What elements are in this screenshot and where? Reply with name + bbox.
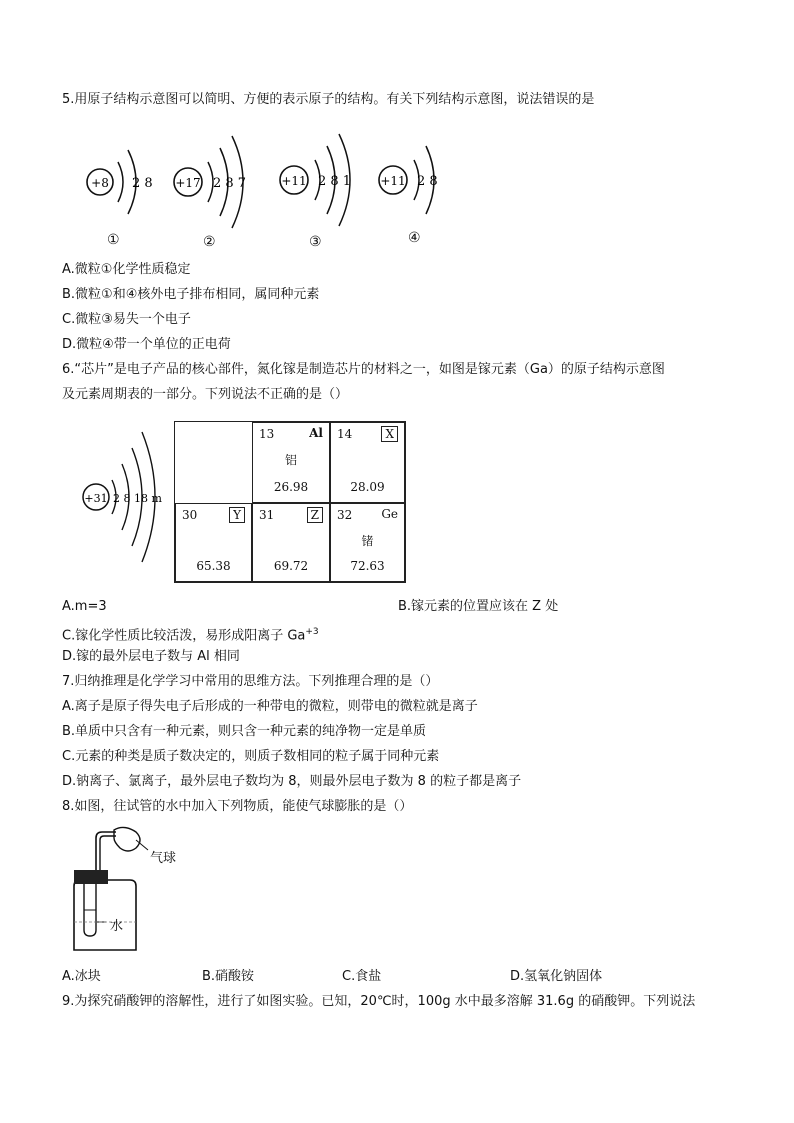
q8-option-c: C.食盐 bbox=[342, 969, 382, 984]
atom-2-shells: 2 8 7 bbox=[213, 176, 247, 191]
q8-option-a: A.冰块 bbox=[62, 969, 101, 984]
q8-option-d: D.氢氧化钠固体 bbox=[510, 969, 603, 984]
atom-diagram-4 bbox=[376, 128, 456, 228]
balloon-label: 气球 bbox=[150, 851, 177, 866]
q7-option-a: A.离子是原子得失电子后形成的一种带电的微粒，则带电的微粒就是离子 bbox=[62, 699, 478, 714]
q5-stem: 5.用原子结构示意图可以简明、方便的表示原子的结构。有关下列结构示意图，说法错误的是 bbox=[62, 92, 595, 107]
atom-3-label: ③ bbox=[309, 234, 322, 250]
atom-diagram-3 bbox=[277, 128, 367, 228]
q6-option-c-charge: +3 bbox=[305, 627, 319, 637]
cell-y-number: 30 bbox=[182, 508, 198, 522]
table-cell-ge bbox=[330, 503, 405, 582]
q5-option-d: D.微粒④带一个单位的正电荷 bbox=[62, 337, 231, 352]
q7-option-d: D.钠离子、氯离子，最外层电子数均为 8，则最外层电子数为 8 的粒子都是离子 bbox=[62, 774, 522, 789]
cell-z-mass: 69.72 bbox=[273, 559, 309, 573]
balloon-apparatus bbox=[64, 826, 204, 956]
q8-stem: 8.如图，往试管的水中加入下列物质，能使气球膨胀的是（） bbox=[62, 799, 413, 814]
q8-option-b: B.硝酸铵 bbox=[202, 969, 255, 984]
atom-4-label: ④ bbox=[408, 230, 421, 246]
cell-ge-mass: 72.63 bbox=[350, 559, 385, 573]
table-cell-z bbox=[252, 503, 330, 582]
cell-z-number: 31 bbox=[259, 508, 275, 522]
q5-option-b: B.微粒①和④核外电子排布相同，属同种元素 bbox=[62, 287, 320, 302]
q9-stem: 9.为探究硝酸钾的溶解性，进行了如图实验。已知，20℃时，100g 水中最多溶解 31.6g 的硝酸钾。下列说法 bbox=[62, 994, 696, 1009]
q6-stem-cont: 及元素周期表的一部分。下列说法不正确的是（） bbox=[62, 387, 349, 402]
q7-option-b: B.单质中只含有一种元素，则只含一种元素的纯净物一定是单质 bbox=[62, 724, 427, 739]
atom-3-nucleus: +11 bbox=[281, 174, 307, 188]
atom-diagram-2 bbox=[172, 130, 262, 230]
atom-1-label: ① bbox=[107, 232, 120, 248]
atom-4-shells: 2 8 bbox=[417, 174, 438, 189]
atom-4-nucleus: +11 bbox=[380, 174, 406, 188]
q6-option-d: D.镓的最外层电子数与 Al 相同 bbox=[62, 649, 240, 664]
atom-1-shells: 2 8 bbox=[132, 176, 153, 191]
q7-stem: 7.归纳推理是化学学习中常用的思维方法。下列推理合理的是（） bbox=[62, 674, 439, 689]
atom-2-nucleus: +17 bbox=[175, 176, 201, 190]
gallium-shells: 2 8 18 m bbox=[113, 492, 162, 505]
cell-ge-name: 锗 bbox=[361, 534, 374, 548]
cell-al-mass: 26.98 bbox=[273, 480, 309, 494]
cell-y-mass: 65.38 bbox=[196, 559, 231, 573]
cell-z-symbol: Z bbox=[307, 507, 323, 523]
atom-1-nucleus: +8 bbox=[91, 176, 109, 190]
q5-option-a: A.微粒①化学性质稳定 bbox=[62, 262, 191, 277]
q6-option-c-text: C.镓化学性质比较活泼，易形成阳离子 Ga bbox=[62, 628, 306, 644]
gallium-atom-diagram bbox=[78, 418, 174, 568]
q5-option-c: C.微粒③易失一个电子 bbox=[62, 312, 191, 327]
q6-stem: 6.“芯片”是电子产品的核心部件，氮化镓是制造芯片的材料之一，如图是镓元素（Ga）的原子结构示意图 bbox=[62, 362, 665, 377]
cell-x-symbol: X bbox=[381, 426, 398, 442]
q7-option-c: C.元素的种类是质子数决定的，则质子数相同的粒子属于同种元素 bbox=[62, 749, 440, 764]
table-cell-x bbox=[330, 422, 405, 503]
cell-ge-symbol: Ge bbox=[381, 507, 398, 521]
q6-option-b: B.镓元素的位置应该在 Z 处 bbox=[398, 599, 559, 614]
q6-option-c bbox=[62, 623, 319, 645]
atom-2-label: ② bbox=[203, 234, 216, 250]
q6-option-a: A.m=3 bbox=[62, 599, 107, 614]
periodic-table-fragment bbox=[174, 421, 406, 583]
cell-al-number: 13 bbox=[259, 427, 275, 441]
table-cell-y bbox=[175, 503, 252, 582]
gallium-nucleus: +31 bbox=[84, 492, 108, 505]
cell-al-symbol: Al bbox=[309, 426, 323, 440]
cell-al-name: 铝 bbox=[284, 453, 297, 467]
table-cell-al bbox=[252, 422, 330, 503]
cell-y-symbol: Y bbox=[229, 507, 245, 523]
atom-diagram-1 bbox=[84, 138, 164, 228]
cell-x-mass: 28.09 bbox=[350, 480, 385, 494]
cell-ge-number: 32 bbox=[337, 508, 353, 522]
atom-3-shells: 2 8 1 bbox=[318, 174, 352, 189]
cell-x-number: 14 bbox=[337, 427, 353, 441]
water-label: 水 bbox=[110, 919, 124, 934]
